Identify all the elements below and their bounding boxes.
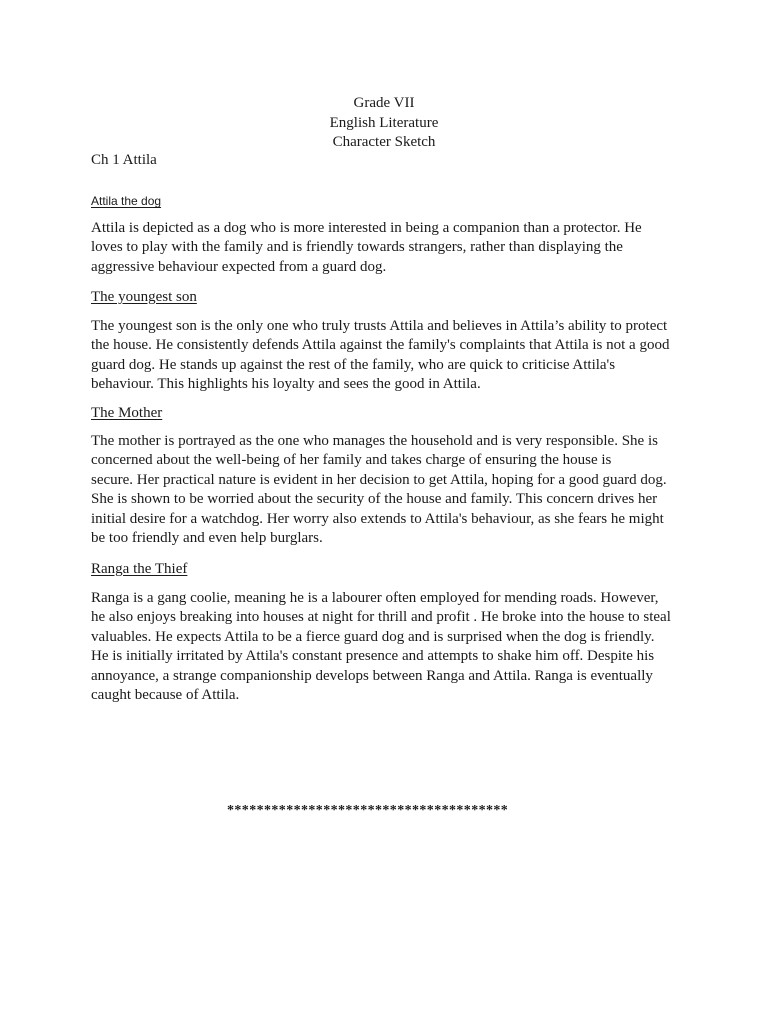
end-separator: ************************************** [227, 803, 509, 818]
section-body-attila-the-dog: Attila is depicted as a dog who is more interested in being a companion than a protector. He loves to play with the family and is friendly towards strangers, rather than displaying the aggressive behaviour expected from a guard dog. [91, 220, 642, 275]
subject-line: English Literature [329, 114, 439, 131]
section-heading-youngest-son: The youngest son [91, 289, 197, 305]
section-body-ranga-the-thief: Ranga is a gang coolie, meaning he is a labourer often employed for mending roads. However, he also enjoys breaking into houses at night for thrill and profit . He broke into the house to steal valuables. He expects Attila to be a fierce guard dog and is surprised when the dog is friendly. He is initially irritated by Attila's constant presence and attempts to shake him off. Despite his annoyance, a strange companionship develops between Ranga and Attila. Ranga is eventually caught because of Attila. [91, 590, 671, 704]
chapter-title: Ch 1 Attila [91, 152, 157, 168]
document-header [0, 94, 768, 153]
section-body-the-mother: The mother is portrayed as the one who manages the household and is very responsible. She is concerned about the well-being of her family and takes charge of ensuring the house is secure. Her practical nature is evident in her decision to get Attila, hoping for a good guard dog. She is shown to be worried about the security of the house and family. This concern drives her initial desire for a watchdog. Her worry also extends to Attila's behaviour, as she fears he might be too friendly and even help burglars. [91, 433, 667, 547]
section-heading-ranga-the-thief: Ranga the Thief [91, 561, 188, 577]
section-body-youngest-son: The youngest son is the only one who truly trusts Attila and believes in Attila’s ability to protect the house. He consistently defends Attila against the family's complaints that Attila is not a good guard dog. He stands up against the rest of the family, who are quick to criticise Attila's behaviour. This highlights his loyalty and sees the good in Attila. [91, 318, 670, 393]
section-heading-the-mother: The Mother [91, 405, 163, 421]
grade-line: Grade VII [353, 95, 415, 111]
document-type-line: Character Sketch [332, 134, 436, 150]
section-heading-attila-the-dog: Attila the dog [91, 194, 162, 208]
